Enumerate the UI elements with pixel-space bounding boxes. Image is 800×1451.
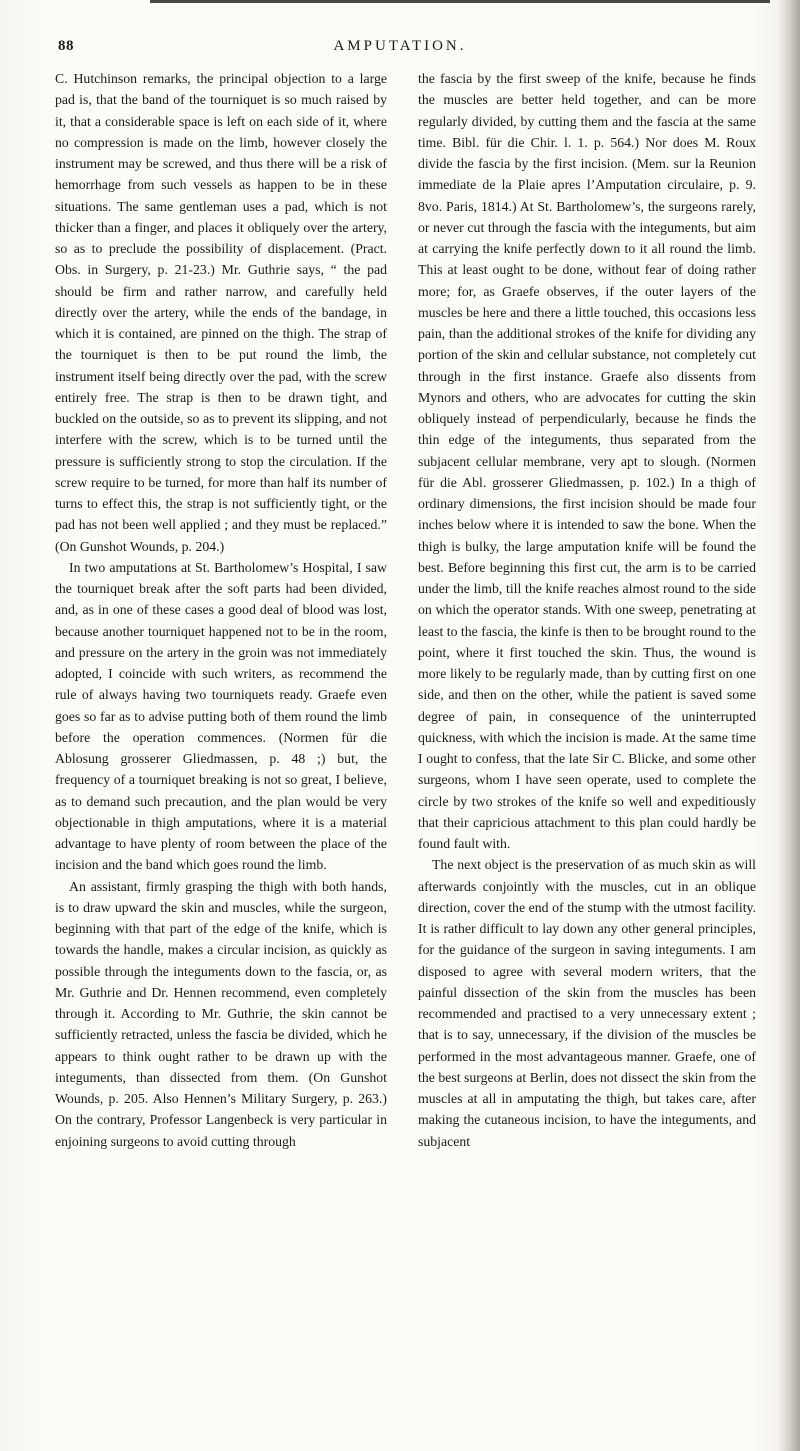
page-header (0, 38, 800, 60)
right-text-column (418, 68, 756, 1152)
paragraph-assistant-incision: An assistant, firmly grasping the thigh with both hands, is to draw upward the skin and muscles, while the surgeon, beginning with that part of the edge of the knife, which is towards the handle, makes a circular incision, as quickly as possible through the integuments down to the fascia, or, as Mr. Guthrie and Dr. Hennen recommend, even completely through it. According to Mr. Guthrie, the skin cannot be sufficiently retracted, unless the fascia be divided, which he appears to think ought rather to be drawn up with the integuments, than dissected from them. (On Gunshot Wounds, p. 205. Also Hennen’s Military Surgery, p. 263.) On the contrary, Professor Langenbeck is very particular in enjoining surgeons to avoid cutting through (55, 878, 387, 1149)
page-edge-shadow (778, 0, 800, 1451)
top-border-line (150, 0, 770, 3)
paragraph-skin-preservation: The next object is the preservation of as much skin as will afterwards conjointly with the muscles, cut in an oblique direction, cover the end of the stump with the utmost facility. It is rather difficult to lay down any other general principles, for the guidance of the surgeon in saving integuments. I am disposed to agree with several modern writers, that the painful dissection of the skin from the muscles has been recommended and practised to a very unnecessary extent ; that is to say, unnecessary, if the division of the muscles be performed in the most advantageous manner. Graefe, one of the best surgeons at Berlin, does not dissect the skin from the muscles at all in amputating the thigh, but takes care, after making the cutaneous incision, to have the integuments, and subjacent (418, 857, 756, 1149)
page-number: 88 (58, 38, 74, 54)
running-title: AMPUTATION. (333, 38, 467, 54)
paragraph-tourniquet-break: In two amputations at St. Bartholomew’s Hospital, I saw the tourniquet break after the soft parts had been divided, and, as in one of these cases a good deal of blood was lost, because another tourniquet happened not to be in the room, and pressure on the artery in the groin was not immediately adopted, I coincide with such writers, as recommend the rule of always having two tourniquets ready. Graefe even goes so far as to advise putting both of them round the limb before the operation commences. (Normen für die Ablosung grosserer Gliedmassen, p. 48 ;) but, the frequency of a tourniquet breaking is not so great, I believe, as to demand such precaution, and the plan would be very objectionable in thigh amputations, where it is a material advantage to have plenty of room between the place of the incision and the band which goes round the limb. (55, 559, 387, 873)
paragraph-pad-objection: C. Hutchinson remarks, the principal objection to a large pad is, that the band of the tourniquet is so much raised by it, that a considerable space is left on each side of it, where no compression is made on the limb, however closely the instrument may be screwed, and thus there will be a risk of hemorrhage from such vessels as happen to be in these situations. The same gentleman uses a pad, which is not thicker than a finger, and places it obliquely over the artery, so as to preclude the possibility of displacement. (Pract. Obs. in Surgery, p. 21-23.) Mr. Guthrie says, “ the pad should be firm and rather narrow, and carefully held directly over the artery, while the ends of the bandage, in which it is contained, are pinned on the thigh. The strap of the tourniquet is then to be put round the limb, the instrument itself being directly over the pad, with the screw entirely free. The strap is then to be drawn tight, and buckled on the outside, so as to prevent its slipping, and not interfere with the screw, which is to be turned until the pressure is sufficiently strong to stop the circulation. If the screw require to be turned, for more than half its number of turns to effect this, the strap is not sufficiently tight, or the pad has not been well applied ; and they must be replaced.” (On Gunshot Wounds, p. 204.) (55, 71, 387, 554)
left-text-column (55, 68, 387, 1152)
paragraph-fascia-sweep: the fascia by the first sweep of the knife, because he finds the muscles are better held together, and can be more regularly divided, by cutting them and the fascia at the same time. Bibl. für die Chir. l. 1. p. 564.) Nor does M. Roux divide the fascia by the first incision. (Mem. sur la Reunion immediate de la Plaie apres l’Amputation circulaire, p. 9. 8vo. Paris, 1814.) At St. Bartholomew’s, the surgeons rarely, or never cut through the fascia with the integuments, but aim at carrying the knife perfectly down to it all round the limb. This at least ought to be done, without fear of doing rather more; for, as Graefe observes, if the outer layers of the muscles be here and there a little touched, this occasions less pain, than the additional strokes of the knife for dividing any portion of the skin and cellular substance, not completely cut through in the first instance. Graefe also dissents from Mynors and others, who are advocates for cutting the skin obliquely instead of perpendicularly, because he finds the thin edge of the integuments, thus separated from the subjacent cellular membrane, very apt to slough. (Normen für die Abl. grosserer Gliedmassen, p. 102.) In a thigh of ordinary dimensions, the first incision should be made four inches below where it is intended to saw the bone. When the thigh is bulky, the large amputation knife will be found the best. Before beginning this first cut, the arm is to be carried under the limb, till the knife reaches almost round to the side on which the operator stands. With one sweep, penetrating at least to the fascia, the kinfe is then to be brought round to the point, where it first touched the skin. Thus, the wound is more likely to be regularly made, than by cutting first on one side, and then on the other, while the patient is saved some degree of pain, in consequence of the uninterrupted quickness, with which the incision is made. At the same time I ought to confess, that the late Sir C. Blicke, and some other surgeons, whom I have seen operate, used to complete the circle by two strokes of the knife so well and expeditiously that their capricious attachment to this plan could hardly be found fault with. (418, 71, 756, 851)
